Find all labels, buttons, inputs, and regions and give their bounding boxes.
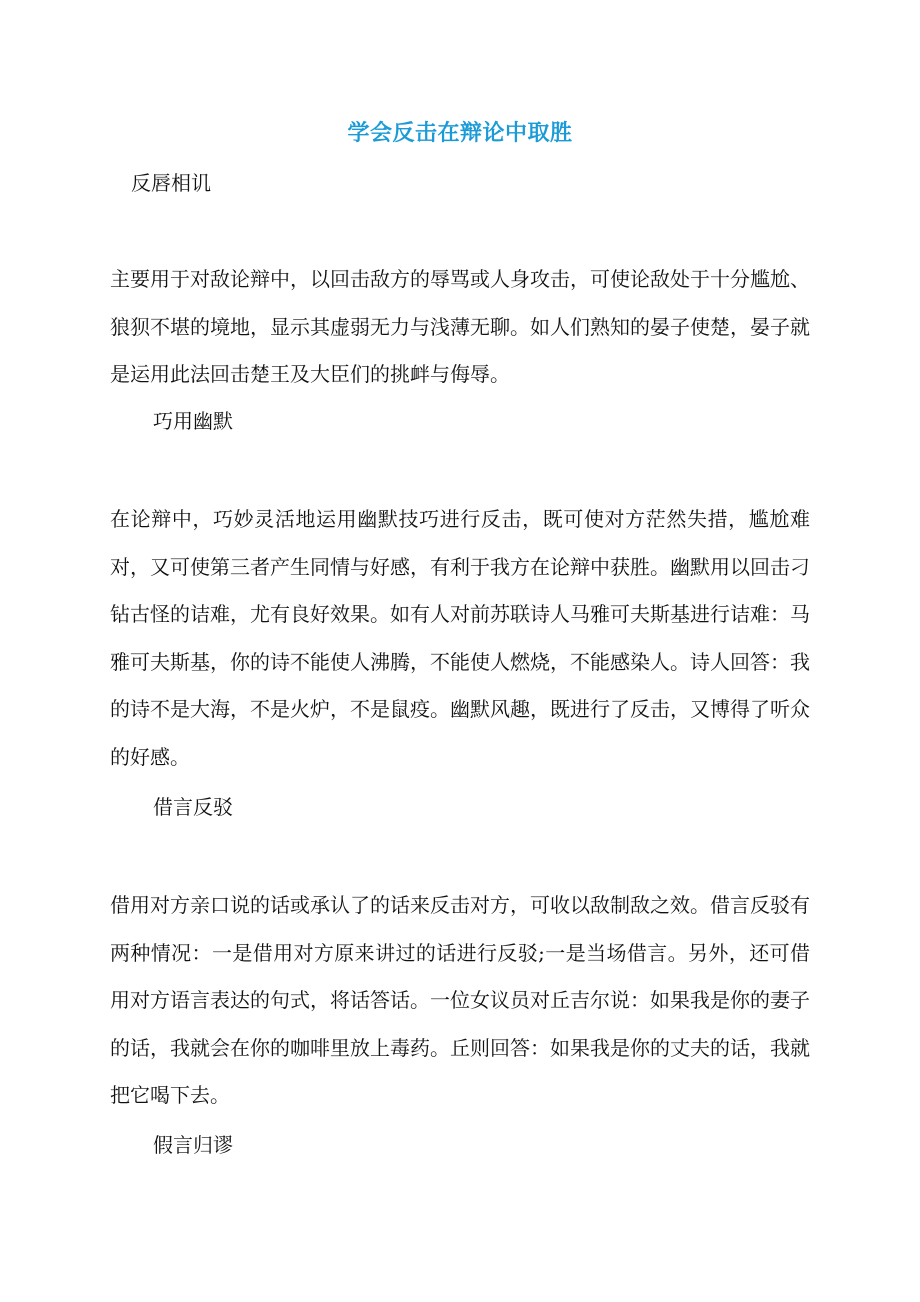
section-heading: 反唇相讥 (131, 171, 211, 195)
section-body: 借用对方亲口说的话或承认了的话来反击对方，可收以敌制敌之效。借言反驳有两种情况：一是借用对方原来讲过的话进行反驳;一是当场借言。另外，还可借用对方语言表达的句式，将话答话。一位女议员对丘吉尔说：如果我是你的妻子的话，我就会在你的咖啡里放上毒药。丘则回答：如果我是你的丈夫的话，我就把它喝下去。 (110, 893, 810, 1107)
document-title: 学会反击在辩论中取胜 (347, 121, 573, 146)
section-body: 主要用于对敌论辩中，以回击敌方的辱骂或人身攻击，可使论敌处于十分尴尬、狼狈不堪的境地，显示其虚弱无力与浅薄无聊。如人们熟知的晏子使楚，晏子就是运用此法回击楚王及大臣们的挑衅与侮辱。 (110, 267, 810, 386)
section-heading: 借言反驳 (153, 795, 233, 819)
section-body: 在论辩中，巧妙灵活地运用幽默技巧进行反击，既可使对方茫然失措，尴尬难对，又可使第三者产生同情与好感，有利于我方在论辩中获胜。幽默用以回击刁钻古怪的诘难，尤有良好效果。如有人对前苏联诗人马雅可夫斯基进行诘难：马雅可夫斯基，你的诗不能使人沸腾，不能使人燃烧，不能感染人。诗人回答：我的诗不是大海，不是火炉，不是鼠疫。幽默风趣，既进行了反击，又博得了听众的好感。 (110, 507, 810, 769)
section-heading: 假言归谬 (153, 1133, 233, 1157)
section-heading: 巧用幽默 (153, 409, 233, 433)
